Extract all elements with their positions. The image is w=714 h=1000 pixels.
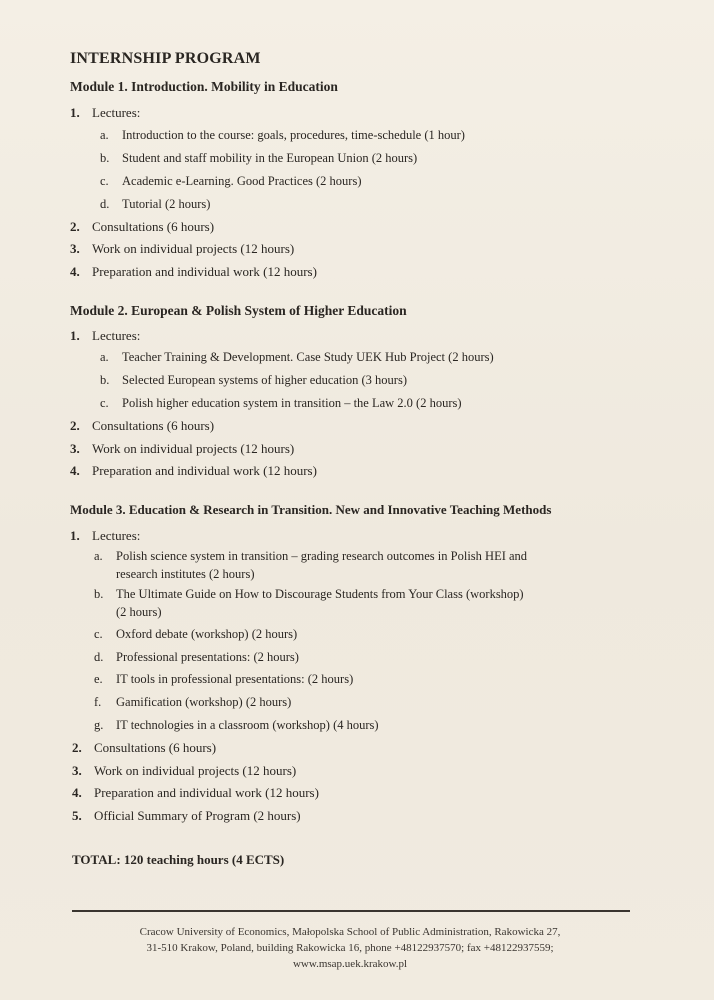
- module-3-lecture-f: [94, 693, 291, 711]
- module-1-item-2: [70, 218, 214, 236]
- module-2-item-1: [70, 327, 140, 345]
- lecture-text: IT tools in professional presentations: (2 hours): [116, 672, 354, 686]
- item-text: Preparation and individual work (12 hours): [92, 264, 317, 279]
- lecture-text: Tutorial (2 hours): [122, 197, 211, 211]
- module-2-lecture-c: [100, 394, 462, 412]
- lecture-letter: c.: [100, 174, 109, 188]
- lecture-letter: f.: [94, 695, 102, 709]
- module-3-item-5: [72, 807, 301, 825]
- module-2-item-3: [70, 440, 294, 458]
- item-text: Work on individual projects (12 hours): [92, 241, 295, 256]
- lecture-text: [116, 547, 606, 583]
- item-number: 3.: [70, 441, 80, 456]
- item-number: 2.: [70, 418, 80, 433]
- item-text: Preparation and individual work (12 hours): [92, 463, 317, 478]
- module-3-title: Module 3. Education & Research in Transition. New and Innovative Teaching Methods: [70, 502, 552, 517]
- item-text: Official Summary of Program (2 hours): [94, 808, 301, 823]
- lecture-text-line-2: research institutes (2 hours): [116, 567, 255, 581]
- item-number: 5.: [72, 808, 82, 823]
- item-text: Lectures:: [92, 328, 141, 343]
- item-text: Work on individual projects (12 hours): [94, 763, 297, 778]
- item-number: 3.: [72, 763, 82, 778]
- module-1-lecture-d: [100, 195, 210, 213]
- lecture-text: Professional presentations: (2 hours): [116, 650, 299, 664]
- module-3-lecture-b: [94, 585, 614, 621]
- item-number: 4.: [70, 264, 80, 279]
- lecture-letter: d.: [100, 197, 110, 211]
- lecture-text: Teacher Training & Development. Case Study UEK Hub Project (2 hours): [122, 350, 494, 364]
- module-3-item-1: [70, 527, 140, 545]
- module-2-title: Module 2. European & Polish System of Higher Education: [70, 303, 407, 318]
- module-1-lecture-a: [100, 126, 465, 144]
- lecture-letter: a.: [100, 350, 109, 364]
- item-number: 4.: [70, 463, 80, 478]
- item-text: Lectures:: [92, 528, 141, 543]
- lecture-letter: a.: [94, 549, 103, 563]
- item-number: 2.: [72, 740, 82, 755]
- module-2-lecture-a: [100, 348, 494, 366]
- item-text: Lectures:: [92, 105, 141, 120]
- item-number: 3.: [70, 241, 80, 256]
- lecture-text: Polish higher education system in transition – the Law 2.0 (2 hours): [122, 396, 462, 410]
- module-2-item-2: [70, 417, 214, 435]
- page-title: INTERNSHIP PROGRAM: [70, 50, 261, 67]
- lecture-text-line-1: Polish science system in transition – grading research outcomes in Polish HEI and: [116, 549, 528, 563]
- lecture-letter: b.: [100, 373, 110, 387]
- lecture-text: Student and staff mobility in the European Union (2 hours): [122, 151, 418, 165]
- module-1-title: Module 1. Introduction. Mobility in Education: [70, 79, 338, 94]
- lecture-letter: e.: [94, 672, 103, 686]
- lecture-text: Gamification (workshop) (2 hours): [116, 695, 292, 709]
- module-3-item-4: [72, 784, 319, 802]
- footer-line-2: 31-510 Krakow, Poland, building Rakowicka 16, phone +48122937570; fax +48122937559;: [146, 942, 554, 954]
- module-3-lecture-d: [94, 648, 299, 666]
- item-number: 1.: [70, 528, 80, 543]
- item-number: 2.: [70, 219, 80, 234]
- lecture-letter: g.: [94, 718, 104, 732]
- module-1-item-4: [70, 263, 317, 281]
- module-3-lecture-c: [94, 625, 297, 643]
- module-2-lecture-b: [100, 371, 407, 389]
- item-text: Consultations (6 hours): [92, 219, 215, 234]
- module-3-item-2: [72, 739, 216, 757]
- lecture-text-line-2: (2 hours): [116, 605, 162, 619]
- lecture-letter: c.: [94, 627, 103, 641]
- lecture-letter: b.: [94, 587, 104, 601]
- lecture-letter: c.: [100, 396, 109, 410]
- item-number: 1.: [70, 328, 80, 343]
- footer-divider: [72, 910, 630, 912]
- item-text: Work on individual projects (12 hours): [92, 441, 295, 456]
- lecture-text: Introduction to the course: goals, procedures, time-schedule (1 hour): [122, 128, 465, 142]
- module-3-lecture-g: [94, 716, 379, 734]
- module-3-lecture-e: [94, 670, 353, 688]
- module-3-lecture-a: [94, 547, 614, 583]
- footer-line-1: Cracow University of Economics, Małopolska School of Public Administration, Rakowicka 27,: [139, 926, 561, 938]
- item-text: Consultations (6 hours): [94, 740, 217, 755]
- item-text: Consultations (6 hours): [92, 418, 215, 433]
- module-2-item-4: [70, 462, 317, 480]
- module-1-item-3: [70, 240, 294, 258]
- module-3-item-3: [72, 762, 296, 780]
- lecture-text: Academic e-Learning. Good Practices (2 hours): [122, 174, 362, 188]
- lecture-text: IT technologies in a classroom (workshop) (4 hours): [116, 718, 379, 732]
- lecture-letter: d.: [94, 650, 104, 664]
- lecture-letter: b.: [100, 151, 110, 165]
- footer-website: www.msap.uek.krakow.pl: [292, 958, 408, 970]
- total-hours: TOTAL: 120 teaching hours (4 ECTS): [72, 852, 285, 867]
- lecture-text: [116, 585, 606, 621]
- item-text: Preparation and individual work (12 hours): [94, 785, 319, 800]
- item-number: 1.: [70, 105, 80, 120]
- lecture-text: Oxford debate (workshop) (2 hours): [116, 627, 298, 641]
- module-1-lecture-b: [100, 149, 417, 167]
- footer-address: [90, 924, 610, 972]
- item-number: 4.: [72, 785, 82, 800]
- module-1-item-1: [70, 104, 140, 122]
- lecture-letter: a.: [100, 128, 109, 142]
- module-1-lecture-c: [100, 172, 362, 190]
- lecture-text-line-1: The Ultimate Guide on How to Discourage Students from Your Class (workshop): [116, 587, 524, 601]
- lecture-text: Selected European systems of higher education (3 hours): [122, 373, 407, 387]
